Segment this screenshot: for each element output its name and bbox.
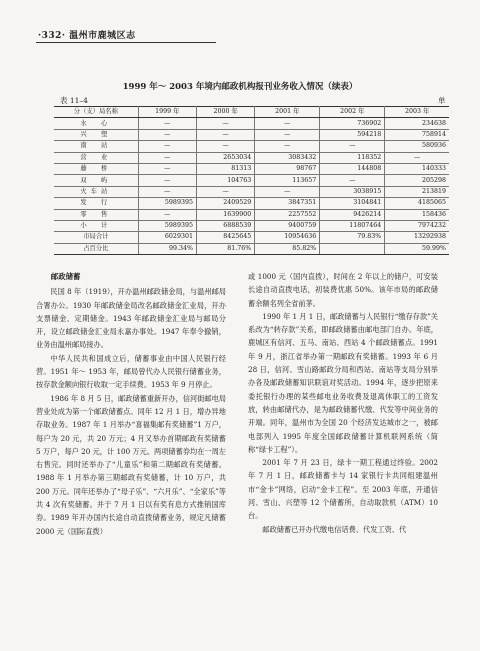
- paragraph: 1990 年 1 月 1 日，邮政储蓄与人民银行“缴存存款”关系改为“转存款”关系，即邮政储蓄由邮电部门自办。年底，鹿城区有信河、五马、南站、西站 4 个邮政储蓄点。1991 年 9 月，浙江省举办第一期邮政有奖储蓄。1993 年 6 月 28 日，信河、雪山路邮政分局和西站、南站等支局分别举办各及邮政储蓄知识联谊对奖活动。1994 年，逐步把原来委托银行办理的某些邮电业务收费及退离休职工的工资发放，转由邮储代办，是为邮政储蓄代缴、代发等中间业务的开端。同年，温州市为全国 20 个经济发达城市之一，被邮电部列入 1995 年度全国邮政储蓄计算机联网系统（简称“绿卡工程”）。: [248, 311, 438, 454]
- paragraph: 2001 年 7 月 23 日，绿卡一期工程通过终验。2002 年 7 月 1 日，邮政储蓄卡与 14 家银行卡共同组建温州市“金卡”网络，启动“金卡工程”。至 2003 年底，开通信河、雪山、兴塑等 12 个储蓄所，自动取款机（ATM）10 台。: [248, 458, 438, 521]
- column-header: 2001 年: [255, 107, 320, 118]
- row-label: 小 计: [54, 220, 138, 231]
- table-cell: 81.76%: [196, 243, 254, 254]
- table-cell: 6888539: [196, 220, 254, 231]
- table-cell: 3038915: [320, 186, 385, 197]
- table-row: [54, 198, 449, 209]
- table-cell: 2653034: [196, 152, 254, 163]
- table-cell: 118352: [320, 152, 385, 163]
- header-rule: [36, 42, 216, 43]
- revenue-table: [54, 106, 449, 255]
- table-header-row: [54, 107, 449, 118]
- table-row: [54, 209, 449, 220]
- table-row: [54, 243, 449, 254]
- running-header: ·332· 温州市鹿城区志: [38, 31, 136, 41]
- table-cell: —: [138, 209, 196, 220]
- row-label: 占百分比: [54, 243, 138, 254]
- table-cell: 2257552: [255, 209, 320, 220]
- table-cell: —: [138, 175, 196, 186]
- table-cell: —: [255, 129, 320, 140]
- table-cell: 736902: [320, 118, 385, 129]
- table-cell: 98767: [255, 163, 320, 174]
- table-cell: 580936: [385, 141, 449, 152]
- row-label: 双 屿: [54, 175, 138, 186]
- table-row: [54, 232, 449, 243]
- table-cell: —: [255, 186, 320, 197]
- table-cell: 234638: [385, 118, 449, 129]
- table-cell: 4185065: [385, 198, 449, 209]
- column-header: 1999 年: [138, 107, 196, 118]
- row-label: 营 业: [54, 152, 138, 163]
- paragraph: 邮政储蓄已开办代缴电信话费、代发工资、代: [262, 524, 407, 534]
- table-cell: 3104841: [320, 198, 385, 209]
- row-label: 南 站: [54, 141, 138, 152]
- row-label: 火车站: [54, 186, 138, 197]
- table-cell: —: [138, 186, 196, 197]
- left-text-column: [36, 270, 226, 538]
- table-cell: 81313: [196, 163, 254, 174]
- table-cell: —: [138, 152, 196, 163]
- table-cell: —: [196, 186, 254, 197]
- table-cell: [320, 243, 385, 254]
- table-cell: 5989395: [138, 198, 196, 209]
- table-cell: —: [138, 163, 196, 174]
- table-cell: 59.99%: [385, 243, 449, 254]
- table-cell: 205298: [385, 175, 449, 186]
- table-cell: —: [138, 129, 196, 140]
- table-cell: 6029301: [138, 232, 196, 243]
- paragraph: 1986 年 8 月 5 日，邮政储蓄重新开办，信河街邮电局营业处成为第一个邮政储蓄点。同年 12 月 1 日，增办异地存取业务。1987 年 1 月举办“喜福集邮有奖储蓄”1 万户，每户为 20 元，共 20 万元；4 月又举办首期邮政有奖储蓄 5 万户，每户 20 元，计 100 万元。两项储蓄券均在一周左右售完。同时还举办了“儿童乐”和第二期邮政有奖储蓄。1988 年 1 月举办第三期邮政有奖储蓄，计 10 万户，共 200 万元。同年还举办了“母子乐”、“六月乐”、“全家乐”等共 4 次有奖储蓄。并于 7 月 1 日以有奖有息方式推销国库券。1989 年开办国内长途自动直拨储蓄业务，规定凡储蓄 2000 元（国际直拨）: [36, 393, 226, 536]
- table-cell: —: [196, 118, 254, 129]
- table-cell: 140333: [385, 163, 449, 174]
- table-cell: 3847351: [255, 198, 320, 209]
- column-header: 2000 年: [196, 107, 254, 118]
- table-cell: 85.82%: [255, 243, 320, 254]
- paragraph: 民国 8 年（1919），开办温州邮政储金局，与温州邮局合署办公。1930 年邮政储金局改名邮政储金汇业局，开办支票储金、定期储金。1943 年邮政储金汇业局与邮局分开，设立邮政储金汇业局永嘉办事处。1947 年奉令撤销，业务由温州邮局接办。: [36, 287, 226, 350]
- table-row: [54, 186, 449, 197]
- table-cell: 113657: [255, 175, 320, 186]
- table-body: [54, 118, 449, 255]
- table-cell: 213819: [385, 186, 449, 197]
- row-label: 发 行: [54, 198, 138, 209]
- row-label: 藤 桥: [54, 163, 138, 174]
- table-cell: 10954636: [255, 232, 320, 243]
- table-cell: 594218: [320, 129, 385, 140]
- table-cell: —: [320, 175, 385, 186]
- table-cell: —: [255, 141, 320, 152]
- row-label: 兴 塑: [54, 129, 138, 140]
- table-row: [54, 175, 449, 186]
- table-cell: 3083432: [255, 152, 320, 163]
- table-cell: 7974232: [385, 220, 449, 231]
- table-title: 1999 年～ 2003 年境内邮政机构报刊业务收入情况（续表）: [122, 82, 358, 92]
- table-cell: —: [196, 129, 254, 140]
- table-cell: —: [196, 141, 254, 152]
- section-heading: 邮政储蓄: [50, 272, 81, 281]
- column-header: 2003 年: [385, 107, 449, 118]
- table-cell: 104763: [196, 175, 254, 186]
- table-row: [54, 118, 449, 129]
- table-row: [54, 220, 449, 231]
- table-cell: 5989395: [138, 220, 196, 231]
- right-text-column: [248, 270, 438, 536]
- table-cell: —: [138, 118, 196, 129]
- row-label: 市局合计: [54, 232, 138, 243]
- table-row: [54, 163, 449, 174]
- table-cell: 11807464: [320, 220, 385, 231]
- table-number: 表 11–4: [60, 96, 88, 105]
- row-label: 零 售: [54, 209, 138, 220]
- table-row: [54, 141, 449, 152]
- paragraph: 或 1000 元（国内直拨），时间在 2 年以上的储户，可安装长途自动直拨电话，初装费优惠 50%。该年市局的邮政储蓄余额名列全省前茅。: [248, 272, 438, 308]
- table-cell: 758914: [385, 129, 449, 140]
- table-row: [54, 152, 449, 163]
- table-cell: 144808: [320, 163, 385, 174]
- table-unit: 单: [438, 96, 446, 105]
- table-cell: —: [138, 141, 196, 152]
- table-cell: 9400759: [255, 220, 320, 231]
- column-header: 2002 年: [320, 107, 385, 118]
- table-cell: 158436: [385, 209, 449, 220]
- table-cell: —: [320, 141, 385, 152]
- table-cell: 8425645: [196, 232, 254, 243]
- table-row: [54, 129, 449, 140]
- table-cell: —: [385, 152, 449, 163]
- table-cell: 9426214: [320, 209, 385, 220]
- paragraph: 中华人民共和国成立后，储蓄事业由中国人民银行经营。1951 年～ 1953 年，邮局曾代办人民银行储蓄业务，按存款金额向银行收取一定手续费。1953 年 9 月停止。: [36, 353, 226, 390]
- table-cell: 1639900: [196, 209, 254, 220]
- column-header: 分（支）局名称: [54, 107, 138, 118]
- table-cell: 79.83%: [320, 232, 385, 243]
- table-cell: 2409529: [196, 198, 254, 209]
- row-label: 水 心: [54, 118, 138, 129]
- table-cell: —: [255, 118, 320, 129]
- table-cell: 99.34%: [138, 243, 196, 254]
- table-cell: 13292938: [385, 232, 449, 243]
